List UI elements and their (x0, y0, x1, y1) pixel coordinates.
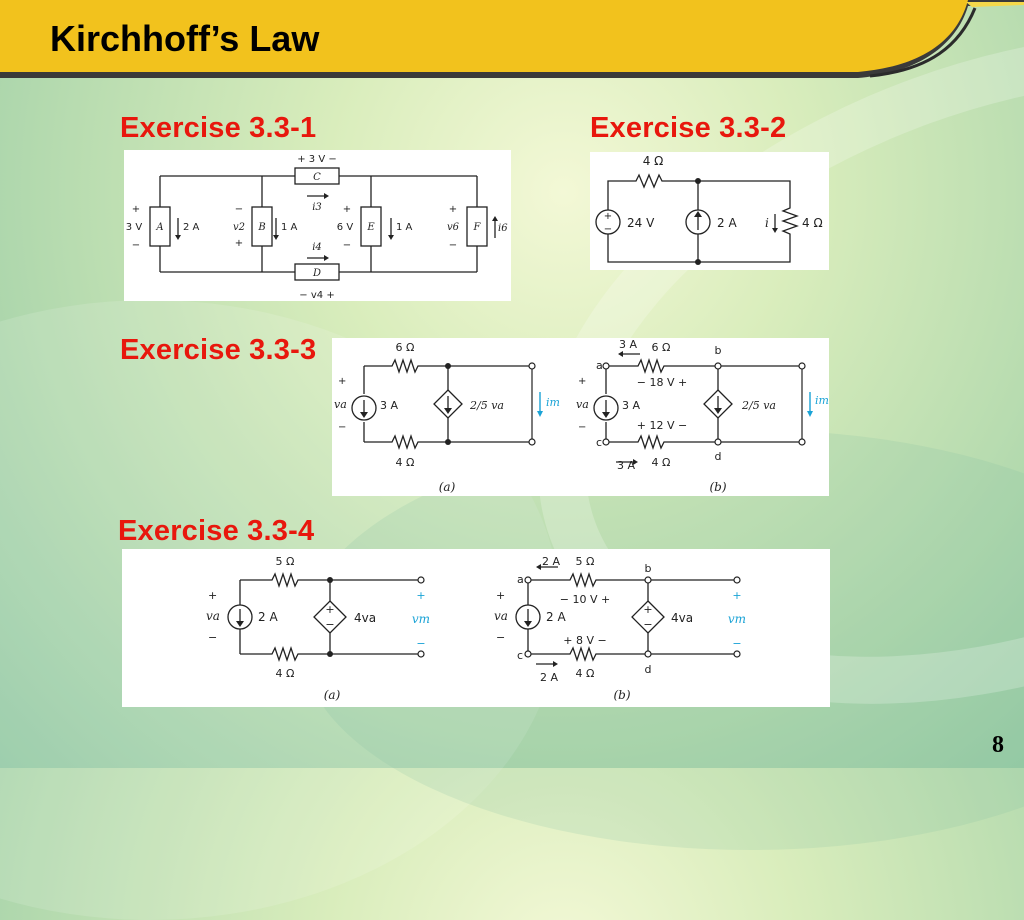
b-top-resistor-label: 5 Ω (575, 555, 595, 568)
a-bottom-resistor-label: 4 Ω (395, 456, 415, 469)
b-bottom-voltage-label: + 12 V − (636, 419, 688, 432)
b-current-source-label: 3 A (622, 399, 641, 412)
page-number: 8 (992, 732, 1004, 758)
b-vm-label: vm (727, 612, 747, 626)
node-b-label: b (714, 344, 722, 357)
a-caption: (a) (438, 480, 456, 494)
source-minus: − (603, 224, 613, 235)
b-dependent-source-label: 4va (671, 611, 694, 625)
a-plus: + (208, 589, 218, 602)
element-a-label: A (156, 222, 164, 233)
a-top-resistor-label: 5 Ω (275, 555, 295, 568)
b-vm-minus: − (732, 637, 742, 650)
b-dep-minus: − (643, 618, 653, 631)
a-minus: − (208, 631, 218, 644)
exercise-4-label: Exercise 3.3-4 (118, 515, 315, 547)
b-bottom-voltage-label: + 8 V − (563, 634, 607, 647)
a-im-label: im (546, 396, 560, 409)
e-voltage-label: 6 V (336, 222, 354, 233)
b-top-current-label: 3 A (618, 338, 638, 351)
a-dependent-source-label: 4va (354, 611, 377, 625)
b-current-label: 1 A (281, 222, 298, 233)
i4-label: i4 (312, 242, 322, 253)
b-minus: − (496, 631, 506, 644)
a-voltage-label: 3 V (125, 222, 143, 233)
d-voltage-label: − v4 + (299, 290, 335, 301)
e-plus: + (342, 204, 352, 215)
a-current-source-label: 3 A (380, 399, 399, 412)
b-bottom-resistor-label: 4 Ω (651, 456, 671, 469)
node-a-label: a (517, 573, 524, 586)
b-current-source-label: 2 A (546, 610, 566, 624)
f-current-label: i6 (498, 223, 508, 234)
c-voltage-label: + 3 V − (297, 154, 337, 165)
exercise-3-label: Exercise 3.3-3 (120, 334, 317, 366)
element-b-label: B (258, 222, 266, 233)
node-a-label: a (596, 359, 603, 372)
b-caption: (b) (709, 480, 727, 494)
i-current-label: i (765, 216, 769, 230)
source-plus: + (603, 211, 613, 222)
node-d-label: d (714, 450, 722, 463)
a-current-source-label: 2 A (258, 610, 278, 624)
top-resistor-label: 4 Ω (642, 154, 664, 168)
exercise-1-circuit (124, 150, 511, 301)
a-dependent-source-label: 2/5 va (470, 399, 504, 412)
b-plus: + (496, 589, 506, 602)
a-va-label: va (206, 609, 220, 623)
exercise-2-label: Exercise 3.3-2 (590, 112, 787, 144)
a-dep-minus: − (325, 618, 335, 631)
b-top-current-label: 2 A (541, 555, 561, 568)
a-plus: + (338, 376, 347, 387)
a-minus: − (338, 422, 347, 433)
b-minus: − (578, 422, 587, 433)
exercise-2-circuit (590, 152, 829, 270)
e-minus: − (342, 240, 352, 251)
f-plus: + (448, 204, 458, 215)
a-caption: (a) (323, 688, 341, 702)
e-current-label: 1 A (396, 222, 413, 233)
a-vm-plus: + (416, 589, 426, 602)
b-bottom-resistor-label: 4 Ω (575, 667, 595, 680)
current-source-label: 2 A (717, 216, 737, 230)
exercise-4-circuit (122, 549, 830, 707)
node-d-label: d (644, 663, 652, 676)
title-bar (0, 0, 1024, 80)
a-dep-plus: + (325, 603, 335, 616)
element-e-label: E (367, 222, 375, 233)
element-f-label: F (473, 222, 481, 233)
b-va-label: va (494, 609, 508, 623)
i3-label: i3 (312, 202, 322, 213)
a-vm-label: vm (411, 612, 431, 626)
b-dependent-source-label: 2/5 va (742, 399, 776, 412)
b-voltage-label: v2 (232, 222, 246, 233)
b-top-voltage-label: − 18 V + (636, 376, 688, 389)
element-c-label: C (313, 172, 321, 183)
b-vm-plus: + (732, 589, 742, 602)
element-d-label: D (312, 268, 322, 279)
a-va-label: va (334, 398, 347, 411)
b-va-label: va (576, 398, 589, 411)
b-plus: + (578, 376, 587, 387)
a-plus: + (131, 204, 141, 215)
b-bottom-current-label: 3 A (616, 459, 636, 472)
a-minus: − (131, 240, 141, 251)
f-voltage-label: v6 (446, 222, 460, 233)
f-minus: − (448, 240, 458, 251)
a-top-resistor-label: 6 Ω (395, 341, 415, 354)
node-c-label: c (517, 649, 524, 662)
a-bottom-resistor-label: 4 Ω (275, 667, 295, 680)
b-dep-plus: + (643, 603, 653, 616)
voltage-source-label: 24 V (627, 216, 655, 230)
b-plus: + (234, 238, 244, 249)
b-im-label: im (815, 394, 829, 407)
b-minus: − (234, 204, 244, 215)
b-bottom-current-label: 2 A (539, 671, 559, 684)
a-vm-minus: − (416, 637, 426, 650)
exercise-3-circuit (332, 338, 829, 496)
exercise-1-label: Exercise 3.3-1 (120, 112, 317, 144)
b-caption: (b) (613, 688, 631, 702)
node-c-label: c (596, 436, 603, 449)
a-current-label: 2 A (183, 222, 200, 233)
slide-title: Kirchhoff’s Law (50, 18, 320, 59)
right-resistor-label: 4 Ω (802, 216, 823, 230)
node-b-label: b (644, 562, 652, 575)
b-top-voltage-label: − 10 V + (559, 593, 611, 606)
b-top-resistor-label: 6 Ω (651, 341, 671, 354)
